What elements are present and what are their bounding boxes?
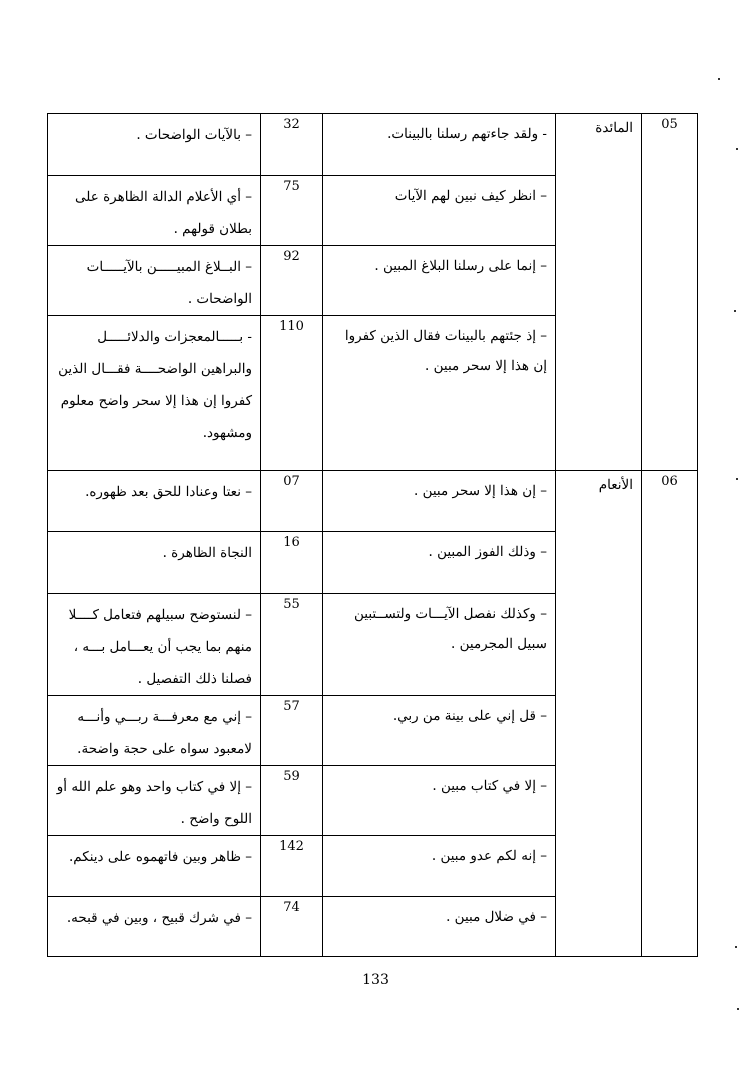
verse-number: 16 xyxy=(283,535,300,550)
verse-number: 92 xyxy=(283,249,300,264)
meaning-text: – ظاهر وبين فاتهموه على دينكم. xyxy=(68,849,252,865)
meaning-text: النجاة الظاهرة . xyxy=(162,545,252,561)
quran-words-table xyxy=(47,113,698,957)
table-row xyxy=(48,471,698,532)
verse-number-cell xyxy=(261,176,323,246)
verse-number-cell xyxy=(261,836,323,897)
verse-number: 75 xyxy=(283,179,300,194)
meaning-cell xyxy=(48,114,261,176)
ayah-text: – إنما على رسلنا البلاغ المبين . xyxy=(374,258,547,274)
ayah-text: – في ضلال مبين . xyxy=(446,909,547,925)
scan-speck xyxy=(734,310,736,312)
meaning-text: – لنستوضح سبيلهم فتعامل كــــلا منهم بما يجب أن يعـــامل بـــه ، فصلنا ذلك التفصيل . xyxy=(68,607,252,687)
ayah-cell xyxy=(323,766,556,836)
ayah-cell xyxy=(323,471,556,532)
verse-number: 55 xyxy=(283,597,300,612)
ayah-text: - ولقد جاءتهم رسلنا بالبينات. xyxy=(387,126,547,142)
ayah-text: – وكذلك نفصل الآيـــات ولتســتبين سبيل المجرمين . xyxy=(353,606,547,652)
meaning-text: – إلا في كتاب واحد وهو علم الله أو اللوح واضح . xyxy=(56,779,252,827)
ayah-text: – إن هذا إلا سحر مبين . xyxy=(414,483,547,499)
meaning-text: – في شرك قبيح ، وبين في قبحه. xyxy=(66,910,252,926)
ayah-text: – قل إني على بينة من ربي. xyxy=(392,708,547,724)
verse-number: 59 xyxy=(283,769,300,784)
meaning-cell xyxy=(48,471,261,532)
verse-number-cell xyxy=(261,897,323,957)
meaning-cell xyxy=(48,532,261,594)
meaning-cell xyxy=(48,316,261,471)
scan-speck xyxy=(737,1008,739,1010)
ayah-text: – وذلك الفوز المبين . xyxy=(428,544,547,560)
verse-number: 142 xyxy=(279,839,304,854)
meaning-cell xyxy=(48,696,261,766)
verse-number: 32 xyxy=(283,117,300,132)
verse-number-cell xyxy=(261,594,323,696)
meaning-text: – البــلاغ المبيـــــن بالآيـــــات الواضحات . xyxy=(86,259,252,307)
ayah-cell xyxy=(323,114,556,176)
ayah-cell xyxy=(323,594,556,696)
verse-number-cell xyxy=(261,532,323,594)
meaning-cell xyxy=(48,176,261,246)
ayah-cell xyxy=(323,246,556,316)
verse-number-cell xyxy=(261,114,323,176)
sura-name: الأنعام xyxy=(598,477,633,493)
meaning-cell xyxy=(48,594,261,696)
ayah-text: – انظر كيف نبين لهم الآيات xyxy=(394,188,547,204)
ayah-text: – إلا في كتاب مبين . xyxy=(432,778,547,794)
sura-name: المائدة xyxy=(595,120,633,136)
section-number-cell xyxy=(642,114,698,471)
meaning-cell xyxy=(48,766,261,836)
meaning-text: – نعتا وعنادا للحق بعد ظهوره. xyxy=(85,484,252,500)
table-row xyxy=(48,114,698,176)
ayah-text: – إذ جئتهم بالبينات فقال الذين كفروا إن هذا إلا سحر مبين . xyxy=(344,328,547,374)
verse-number: 07 xyxy=(283,474,300,489)
ayah-cell xyxy=(323,696,556,766)
section-number: 05 xyxy=(661,117,678,132)
sura-cell xyxy=(556,114,642,471)
verse-number-cell xyxy=(261,766,323,836)
meaning-cell xyxy=(48,897,261,957)
verse-number-cell xyxy=(261,246,323,316)
ayah-cell xyxy=(323,316,556,471)
meaning-cell xyxy=(48,836,261,897)
meaning-text: – أي الأعلام الدالة الظاهرة على بطلان قولهم . xyxy=(75,189,252,237)
ayah-cell xyxy=(323,897,556,957)
meaning-text: - بـــــالمعجزات والدلائـــــل والبراهين الواضحــــة فقـــال الذين كفروا إن هذا إلا سحر واضح معلوم ومشهود. xyxy=(58,329,252,441)
sura-cell xyxy=(556,471,642,957)
meaning-cell xyxy=(48,246,261,316)
ayah-cell xyxy=(323,836,556,897)
scan-speck xyxy=(736,478,738,480)
verse-number-cell xyxy=(261,696,323,766)
verse-number-cell xyxy=(261,316,323,471)
scan-speck xyxy=(718,78,720,80)
verse-number: 110 xyxy=(279,319,304,334)
scan-speck xyxy=(736,148,738,150)
verse-number-cell xyxy=(261,471,323,532)
meaning-text: – إني مع معرفـــة ربـــي وأنـــه لامعبود سواه على حجة واضحة. xyxy=(77,709,252,757)
section-number: 06 xyxy=(661,474,678,489)
meaning-text: – بالآيات الواضحات . xyxy=(136,127,252,143)
verse-number: 74 xyxy=(283,900,300,915)
scan-speck xyxy=(735,946,737,948)
section-number-cell xyxy=(642,471,698,957)
ayah-cell xyxy=(323,532,556,594)
verse-number: 57 xyxy=(283,699,300,714)
ayah-text: – إنه لكم عدو مبين . xyxy=(431,848,547,864)
ayah-cell xyxy=(323,176,556,246)
page-number: 133 xyxy=(362,972,389,988)
